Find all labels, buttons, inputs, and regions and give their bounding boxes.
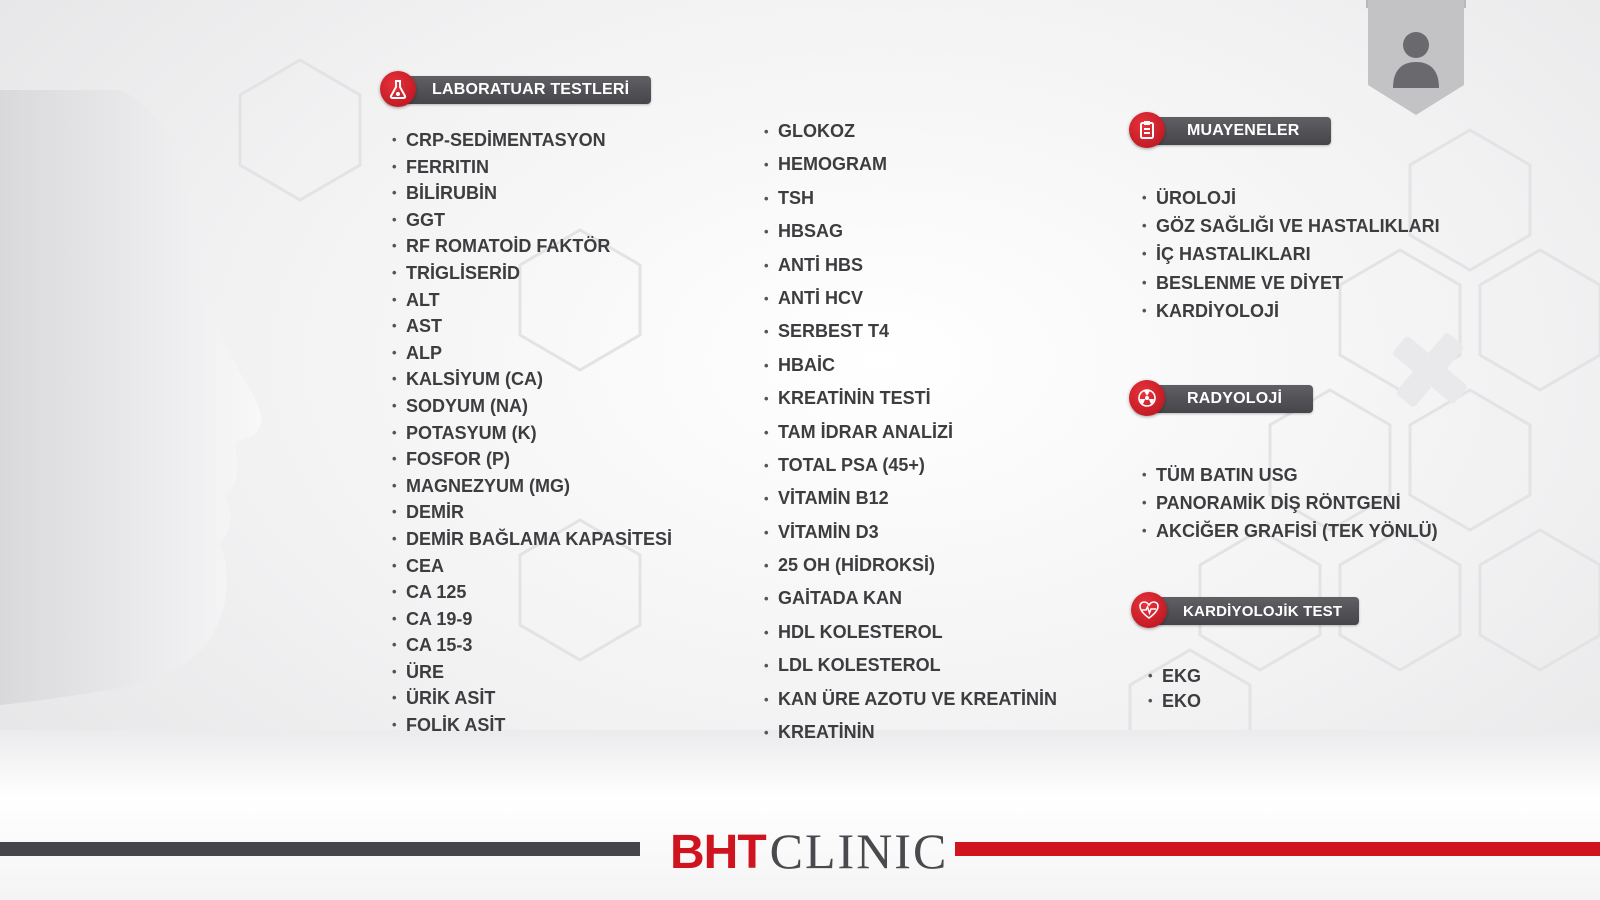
list-item: • RF ROMATOİD FAKTÖR [392, 233, 672, 260]
footer-bar-right [955, 842, 1600, 856]
lab-section-header [386, 76, 651, 104]
radyoloji-section-title: RADYOLOJİ [1187, 390, 1283, 407]
list-item: • AKCİĞER GRAFİSİ (TEK YÖNLÜ) [1142, 517, 1438, 545]
lab-list-column-2 [764, 115, 1057, 749]
list-item: • GLOKOZ [764, 115, 1057, 148]
logo-clinic: CLINIC [769, 823, 949, 879]
list-item: • SODYUM (NA) [392, 393, 672, 420]
bht-clinic-logo [670, 822, 949, 879]
lab-list-column-1 [392, 127, 672, 739]
list-item: • KARDİYOLOJİ [1142, 297, 1440, 325]
list-item: • HEMOGRAM [764, 148, 1057, 181]
list-item: • TRİGLİSERİD [392, 260, 672, 287]
list-item: • ÜRİK ASİT [392, 685, 672, 712]
list-item: • CA 125 [392, 579, 672, 606]
list-item: • ÜRE [392, 659, 672, 686]
list-item: • TOTAL PSA (45+) [764, 449, 1057, 482]
list-item: • MAGNEZYUM (MG) [392, 473, 672, 500]
list-item: • CA 19-9 [392, 606, 672, 633]
list-item: • TÜM BATIN USG [1142, 461, 1438, 489]
list-item: • GAİTADA KAN [764, 582, 1057, 615]
list-item: • PANORAMİK DİŞ RÖNTGENİ [1142, 489, 1438, 517]
clipboard-icon [1129, 112, 1165, 148]
list-item: • DEMİR [392, 499, 672, 526]
list-item: • FOSFOR (P) [392, 446, 672, 473]
kardiyolojik-list [1148, 664, 1201, 713]
list-item: • TSH [764, 182, 1057, 215]
list-item: • KREATİNİN [764, 716, 1057, 749]
heartbeat-icon [1131, 592, 1167, 628]
list-item: • KALSİYUM (CA) [392, 366, 672, 393]
radiation-icon [1129, 380, 1165, 416]
list-item: • ALP [392, 340, 672, 367]
radyoloji-section-header [1135, 385, 1313, 413]
list-item: • DEMİR BAĞLAMA KAPASİTESİ [392, 526, 672, 553]
lab-section-title: LABORATUAR TESTLERİ [432, 81, 630, 98]
footer-bar-left [0, 842, 640, 856]
muayene-section-header [1135, 117, 1331, 145]
list-item: • SERBEST T4 [764, 315, 1057, 348]
flask-icon [380, 71, 416, 107]
list-item: • HDL KOLESTEROL [764, 616, 1057, 649]
list-item: • VİTAMİN D3 [764, 516, 1057, 549]
muayene-section-title: MUAYENELER [1187, 122, 1300, 139]
list-item: • LDL KOLESTEROL [764, 649, 1057, 682]
list-item: • POTASYUM (K) [392, 420, 672, 447]
list-item: • İÇ HASTALIKLARI [1142, 240, 1440, 268]
list-item: • ANTİ HCV [764, 282, 1057, 315]
list-item: • HBAİC [764, 349, 1057, 382]
list-item: • BESLENME VE DİYET [1142, 269, 1440, 297]
list-item: • EKO [1148, 689, 1201, 714]
list-item: • VİTAMİN B12 [764, 482, 1057, 515]
list-item: • HBSAG [764, 215, 1057, 248]
kardiyolojik-section-title: KARDİYOLOJİK TEST [1183, 602, 1343, 620]
list-item: • KREATİNİN TESTİ [764, 382, 1057, 415]
list-item: • CA 15-3 [392, 632, 672, 659]
radyoloji-list [1142, 461, 1438, 546]
list-item: • ÜROLOJİ [1142, 184, 1440, 212]
list-item: • AST [392, 313, 672, 340]
list-item: • CRP-SEDİMENTASYON [392, 127, 672, 154]
list-item: • FOLİK ASİT [392, 712, 672, 739]
user-badge [1366, 0, 1466, 115]
list-item: • ALT [392, 287, 672, 314]
list-item: • FERRITIN [392, 154, 672, 181]
list-item: • EKG [1148, 664, 1201, 689]
list-item: • BİLİRUBİN [392, 180, 672, 207]
list-item: • GGT [392, 207, 672, 234]
list-item: • GÖZ SAĞLIĞI VE HASTALIKLARI [1142, 212, 1440, 240]
list-item: • ANTİ HBS [764, 249, 1057, 282]
list-item: • 25 OH (HİDROKSİ) [764, 549, 1057, 582]
face-silhouette [0, 90, 300, 730]
list-item: • CEA [392, 553, 672, 580]
logo-bht: BHT [670, 826, 766, 879]
list-item: • KAN ÜRE AZOTU VE KREATİNİN [764, 683, 1057, 716]
kardiyolojik-section-header [1137, 597, 1359, 625]
muayene-list [1142, 184, 1440, 325]
list-item: • TAM İDRAR ANALİZİ [764, 416, 1057, 449]
